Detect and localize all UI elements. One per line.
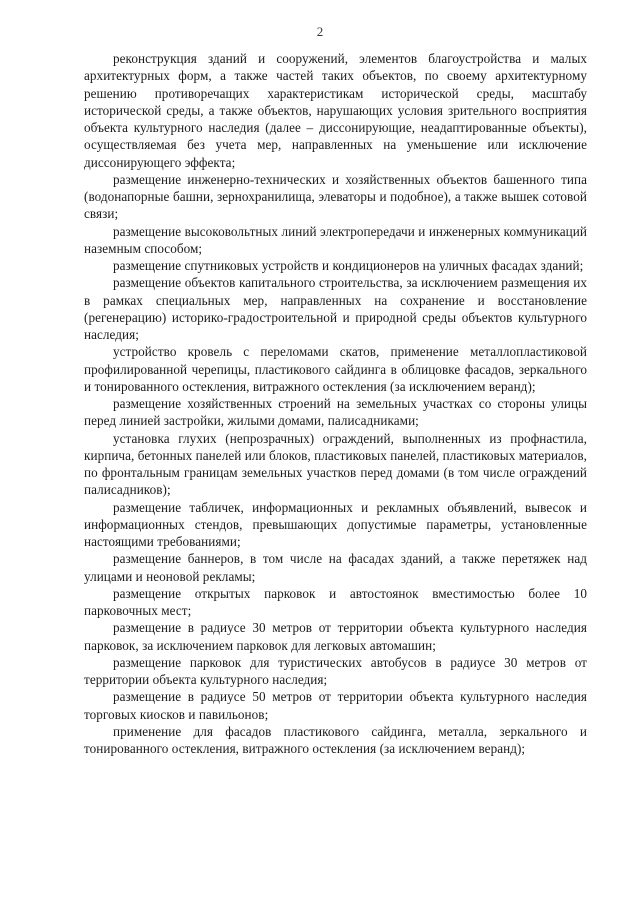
- paragraph-power-lines: размещение высоковольтных линий электропередачи и инженерных коммуникаций наземным способом;: [84, 223, 587, 256]
- paragraph-tower-objects: размещение инженерно-технических и хозяйственных объектов башенного типа (водонапорные башни, зернохранилища, элеваторы и подобное), а также вышек сотовой связи;: [84, 171, 587, 222]
- paragraph-reconstruction: реконструкция зданий и сооружений, элементов благоустройства и малых архитектурных форм, а также частей таких объектов, по своему архитектурному решению противоречащих характеристикам исторической среды, масштабу исторической среды, а также объектов, нарушающих условия зрительного восприятия объекта культурного наследия (далее – диссонирующие, неадаптированные объекты), осуществляемая без учета мер, направленных на уменьшение или исключение диссонирующего эффекта;: [84, 51, 587, 170]
- paragraph-open-parking: размещение открытых парковок и автостоянок вместимостью более 10 парковочных мест;: [84, 585, 587, 618]
- page-number: 2: [316, 24, 324, 39]
- paragraph-outbuildings: размещение хозяйственных строений на земельных участках со стороны улицы перед линией застройки, жилыми домами, палисадниками;: [84, 396, 587, 429]
- paragraph-facade-materials: применение для фасадов пластикового сайдинга, металла, зеркального и тонированного остекления, витражного остекления (за исключением веранд);: [84, 723, 587, 756]
- paragraph-fences: установка глухих (непрозрачных) ограждений, выполненных из профнастила, кирпича, бетонных панелей или блоков, пластиковых панелей, пластиковых материалов, по фронтальным границам земельных участков перед домами (в том числе ограждений палисадников);: [84, 430, 587, 498]
- paragraph-parking-radius: размещение в радиусе 30 метров от территории объекта культурного наследия парковок, за исключением парковок для легковых автомашин;: [84, 620, 587, 653]
- paragraph-signage: размещение табличек, информационных и рекламных объявлений, вывесок и информационных стендов, превышающих допустимые параметры, установленные настоящими требованиями;: [84, 499, 587, 549]
- paragraph-kiosks: размещение в радиусе 50 метров от территории объекта культурного наследия торговых киосков и павильонов;: [84, 689, 587, 722]
- paragraph-capital-construction: размещение объектов капитального строительства, за исключением размещения их в рамках специальных мер, направленных на сохранение и восстановление (регенерацию) историко-градостроительной и природной среды объектов культурного наследия;: [84, 275, 587, 342]
- paragraph-roofing: устройство кровель с переломами скатов, применение металлопластиковой профилированной черепицы, пластикового сайдинга в облицовке фасадов, зеркального и тонированного остекления, витражного остекления (за исключением веранд);: [84, 344, 587, 394]
- paragraph-bus-parking: размещение парковок для туристических автобусов в радиусе 30 метров от территории объекта культурного наследия;: [84, 654, 587, 687]
- paragraph-satellite-devices: размещение спутниковых устройств и кондиционеров на уличных фасадах зданий;: [113, 258, 584, 273]
- document-body: [84, 50, 587, 757]
- paragraph-banners: размещение баннеров, в том числе на фасадах зданий, а также перетяжек над улицами и неоновой рекламы;: [84, 551, 587, 584]
